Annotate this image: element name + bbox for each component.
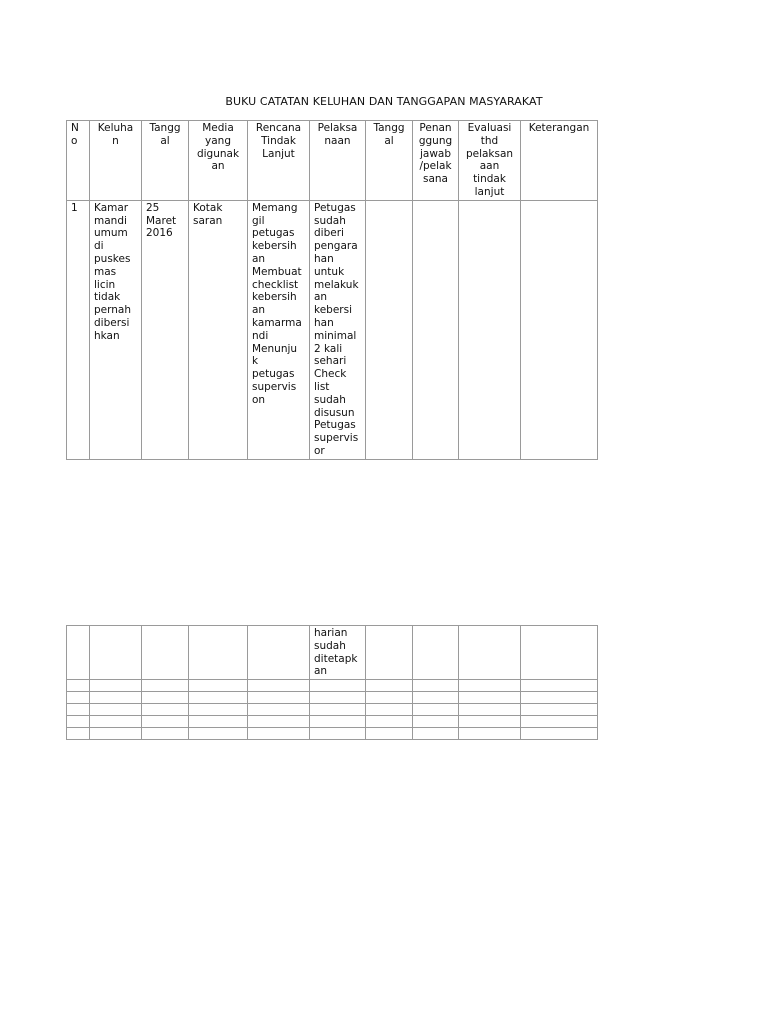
cell-tanggal-2: [366, 200, 413, 459]
cell-pelaksanaan: Petugas sudah diberi pengara han untuk melakuk an kebersi han minimal 2 kali sehari Check list sudah disusun Petugas supervis or: [310, 200, 366, 459]
empty-cell: [189, 680, 248, 692]
empty-cell: [521, 704, 598, 716]
empty-table-row: [67, 692, 598, 704]
empty-cell: [310, 704, 366, 716]
empty-cell: [90, 704, 142, 716]
empty-cell: [366, 704, 413, 716]
empty-cell: [413, 704, 459, 716]
empty-cell: [459, 692, 521, 704]
empty-cell: [67, 680, 90, 692]
cell-evaluasi: [459, 200, 521, 459]
header-keterangan: Keterangan: [521, 121, 598, 201]
empty-cell: [189, 728, 248, 740]
empty-cell: [189, 704, 248, 716]
empty-cell: [521, 680, 598, 692]
cell-evaluasi: [459, 626, 521, 680]
cell-media: Kotak saran: [189, 200, 248, 459]
cell-penanggung-jawab: [413, 626, 459, 680]
empty-cell: [413, 680, 459, 692]
empty-cell: [413, 728, 459, 740]
empty-cell: [67, 728, 90, 740]
empty-cell: [310, 680, 366, 692]
empty-cell: [248, 692, 310, 704]
empty-cell: [248, 680, 310, 692]
empty-cell: [366, 692, 413, 704]
cell-media: [189, 626, 248, 680]
header-pelaksanaan: Pelaksa naan: [310, 121, 366, 201]
cell-tanggal: 25 Maret 2016: [142, 200, 189, 459]
empty-cell: [413, 716, 459, 728]
empty-cell: [310, 716, 366, 728]
empty-cell: [142, 728, 189, 740]
empty-cell: [459, 704, 521, 716]
empty-cell: [142, 680, 189, 692]
empty-cell: [310, 728, 366, 740]
empty-cell: [142, 692, 189, 704]
cell-keluhan: Kamar mandi umum di puskes mas licin tidak pernah dibersi hkan: [90, 200, 142, 459]
header-evaluasi: Evaluasi thd pelaksan aan tindak lanjut: [459, 121, 521, 201]
cell-rencana: Memang gil petugas kebersih an Membuat checklist kebersih an kamarma ndi Menunju k petugas supervis on: [248, 200, 310, 459]
empty-cell: [459, 716, 521, 728]
empty-cell: [310, 692, 366, 704]
header-no: N o: [67, 121, 90, 201]
empty-cell: [248, 728, 310, 740]
empty-cell: [90, 692, 142, 704]
document-title: BUKU CATATAN KELUHAN DAN TANGGAPAN MASYARAKAT: [225, 95, 543, 108]
cell-tanggal-2: [366, 626, 413, 680]
header-keluhan: Keluha n: [90, 121, 142, 201]
cell-keterangan: [521, 200, 598, 459]
cell-keterangan: [521, 626, 598, 680]
empty-cell: [459, 680, 521, 692]
empty-cell: [90, 716, 142, 728]
cell-no: [67, 626, 90, 680]
header-tanggal-2: Tangg al: [366, 121, 413, 201]
cell-penanggung-jawab: [413, 200, 459, 459]
table-row: [67, 626, 598, 680]
empty-cell: [521, 692, 598, 704]
empty-cell: [521, 716, 598, 728]
empty-cell: [67, 704, 90, 716]
cell-pelaksanaan: harian sudah ditetapk an: [310, 626, 366, 680]
cell-keluhan: [90, 626, 142, 680]
table-header-row: [67, 121, 598, 201]
empty-cell: [189, 716, 248, 728]
empty-cell: [142, 704, 189, 716]
empty-cell: [521, 728, 598, 740]
empty-cell: [189, 692, 248, 704]
empty-cell: [248, 716, 310, 728]
empty-cell: [366, 728, 413, 740]
header-penanggung-jawab: Penan ggung jawab /pelak sana: [413, 121, 459, 201]
header-media: Media yang digunak an: [189, 121, 248, 201]
empty-cell: [248, 704, 310, 716]
empty-table-row: [67, 716, 598, 728]
complaint-log-table-continued: [66, 625, 598, 740]
cell-tanggal: [142, 626, 189, 680]
empty-cell: [90, 680, 142, 692]
header-tanggal: Tangg al: [142, 121, 189, 201]
empty-table-row: [67, 704, 598, 716]
empty-cell: [413, 692, 459, 704]
empty-table-row: [67, 728, 598, 740]
empty-table-row: [67, 680, 598, 692]
empty-cell: [90, 728, 142, 740]
complaint-log-table: [66, 120, 598, 460]
empty-cell: [366, 680, 413, 692]
empty-cell: [366, 716, 413, 728]
table-row: [67, 200, 598, 459]
header-rencana: Rencana Tindak Lanjut: [248, 121, 310, 201]
empty-cell: [142, 716, 189, 728]
empty-cell: [67, 716, 90, 728]
empty-cell: [67, 692, 90, 704]
cell-rencana: [248, 626, 310, 680]
empty-cell: [459, 728, 521, 740]
cell-no: 1: [67, 200, 90, 459]
